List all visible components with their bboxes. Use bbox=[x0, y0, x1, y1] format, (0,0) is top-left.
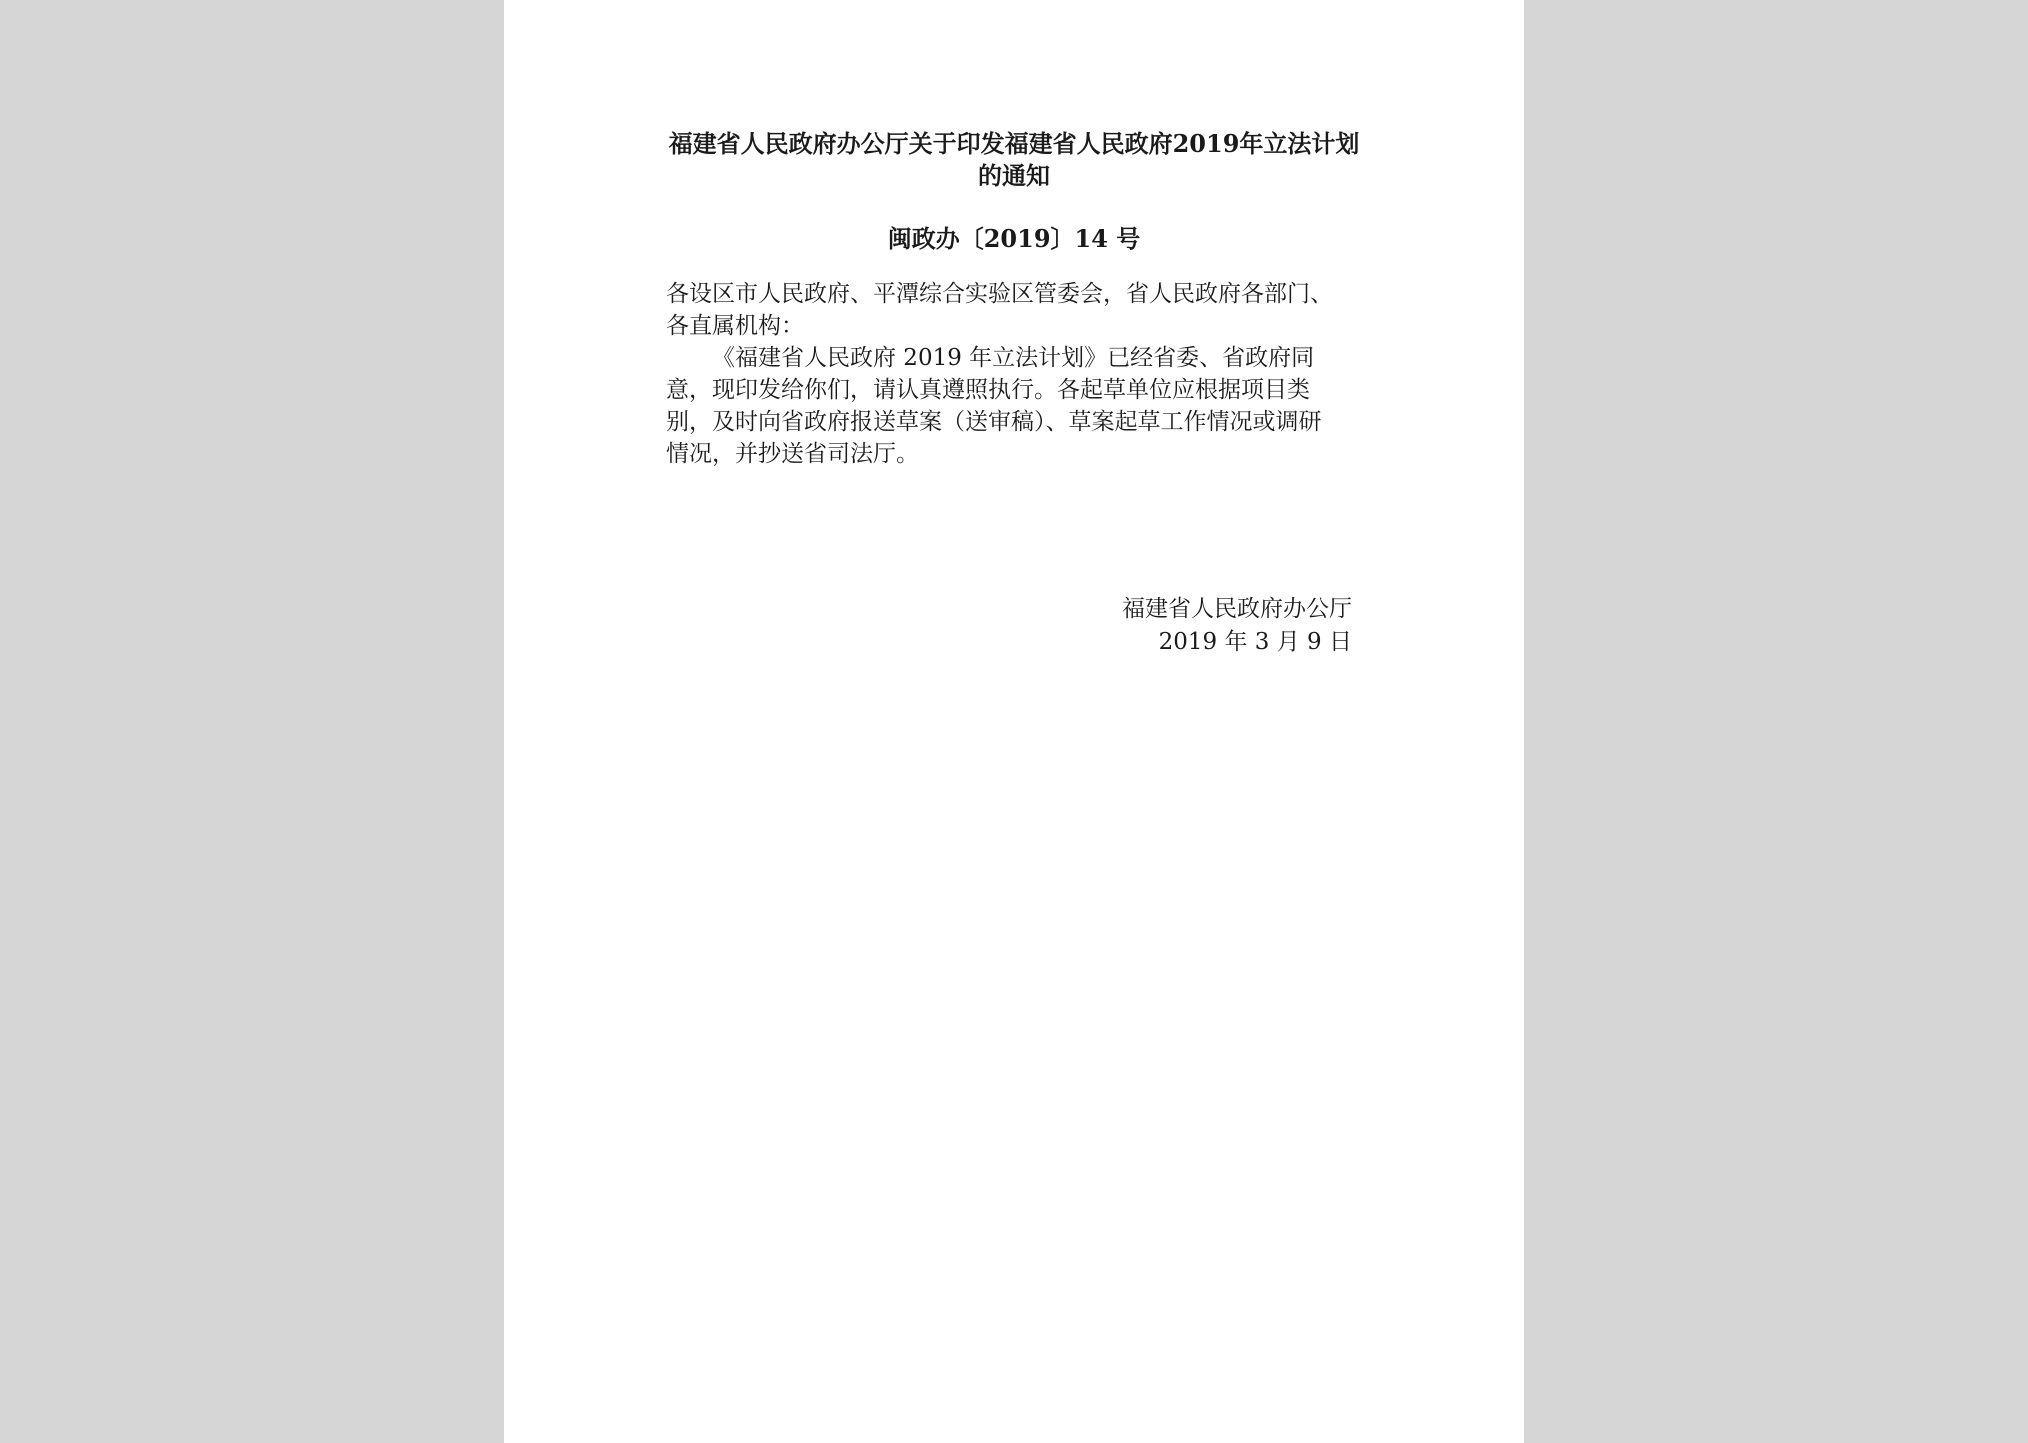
document-page bbox=[504, 0, 1524, 1443]
addressee-line-1: 各设区市人民政府、平潭综合实验区管委会，省人民政府各部门、 bbox=[666, 281, 1333, 307]
body-line-2: 意，现印发给你们，请认真遵照执行。各起草单位应根据项目类 bbox=[666, 377, 1310, 403]
body-line-3: 别，及时向省政府报送草案（送审稿）、草案起草工作情况或调研 bbox=[666, 409, 1322, 435]
addressee-line-2: 各直属机构： bbox=[666, 313, 804, 339]
document-title-line-2: 的通知 bbox=[978, 161, 1050, 190]
signature-date: 2019 年 3 月 9 日 bbox=[1158, 629, 1352, 655]
signature-organization: 福建省人民政府办公厅 bbox=[1122, 596, 1352, 622]
document-number: 闽政办〔2019〕14 号 bbox=[887, 224, 1141, 253]
body-line-4: 情况，并抄送省司法厅。 bbox=[666, 441, 919, 467]
document-title-line-1: 福建省人民政府办公厅关于印发福建省人民政府2019年立法计划 bbox=[668, 129, 1360, 158]
body-line-1: 《福建省人民政府 2019 年立法计划》已经省委、省政府同 bbox=[712, 345, 1315, 371]
